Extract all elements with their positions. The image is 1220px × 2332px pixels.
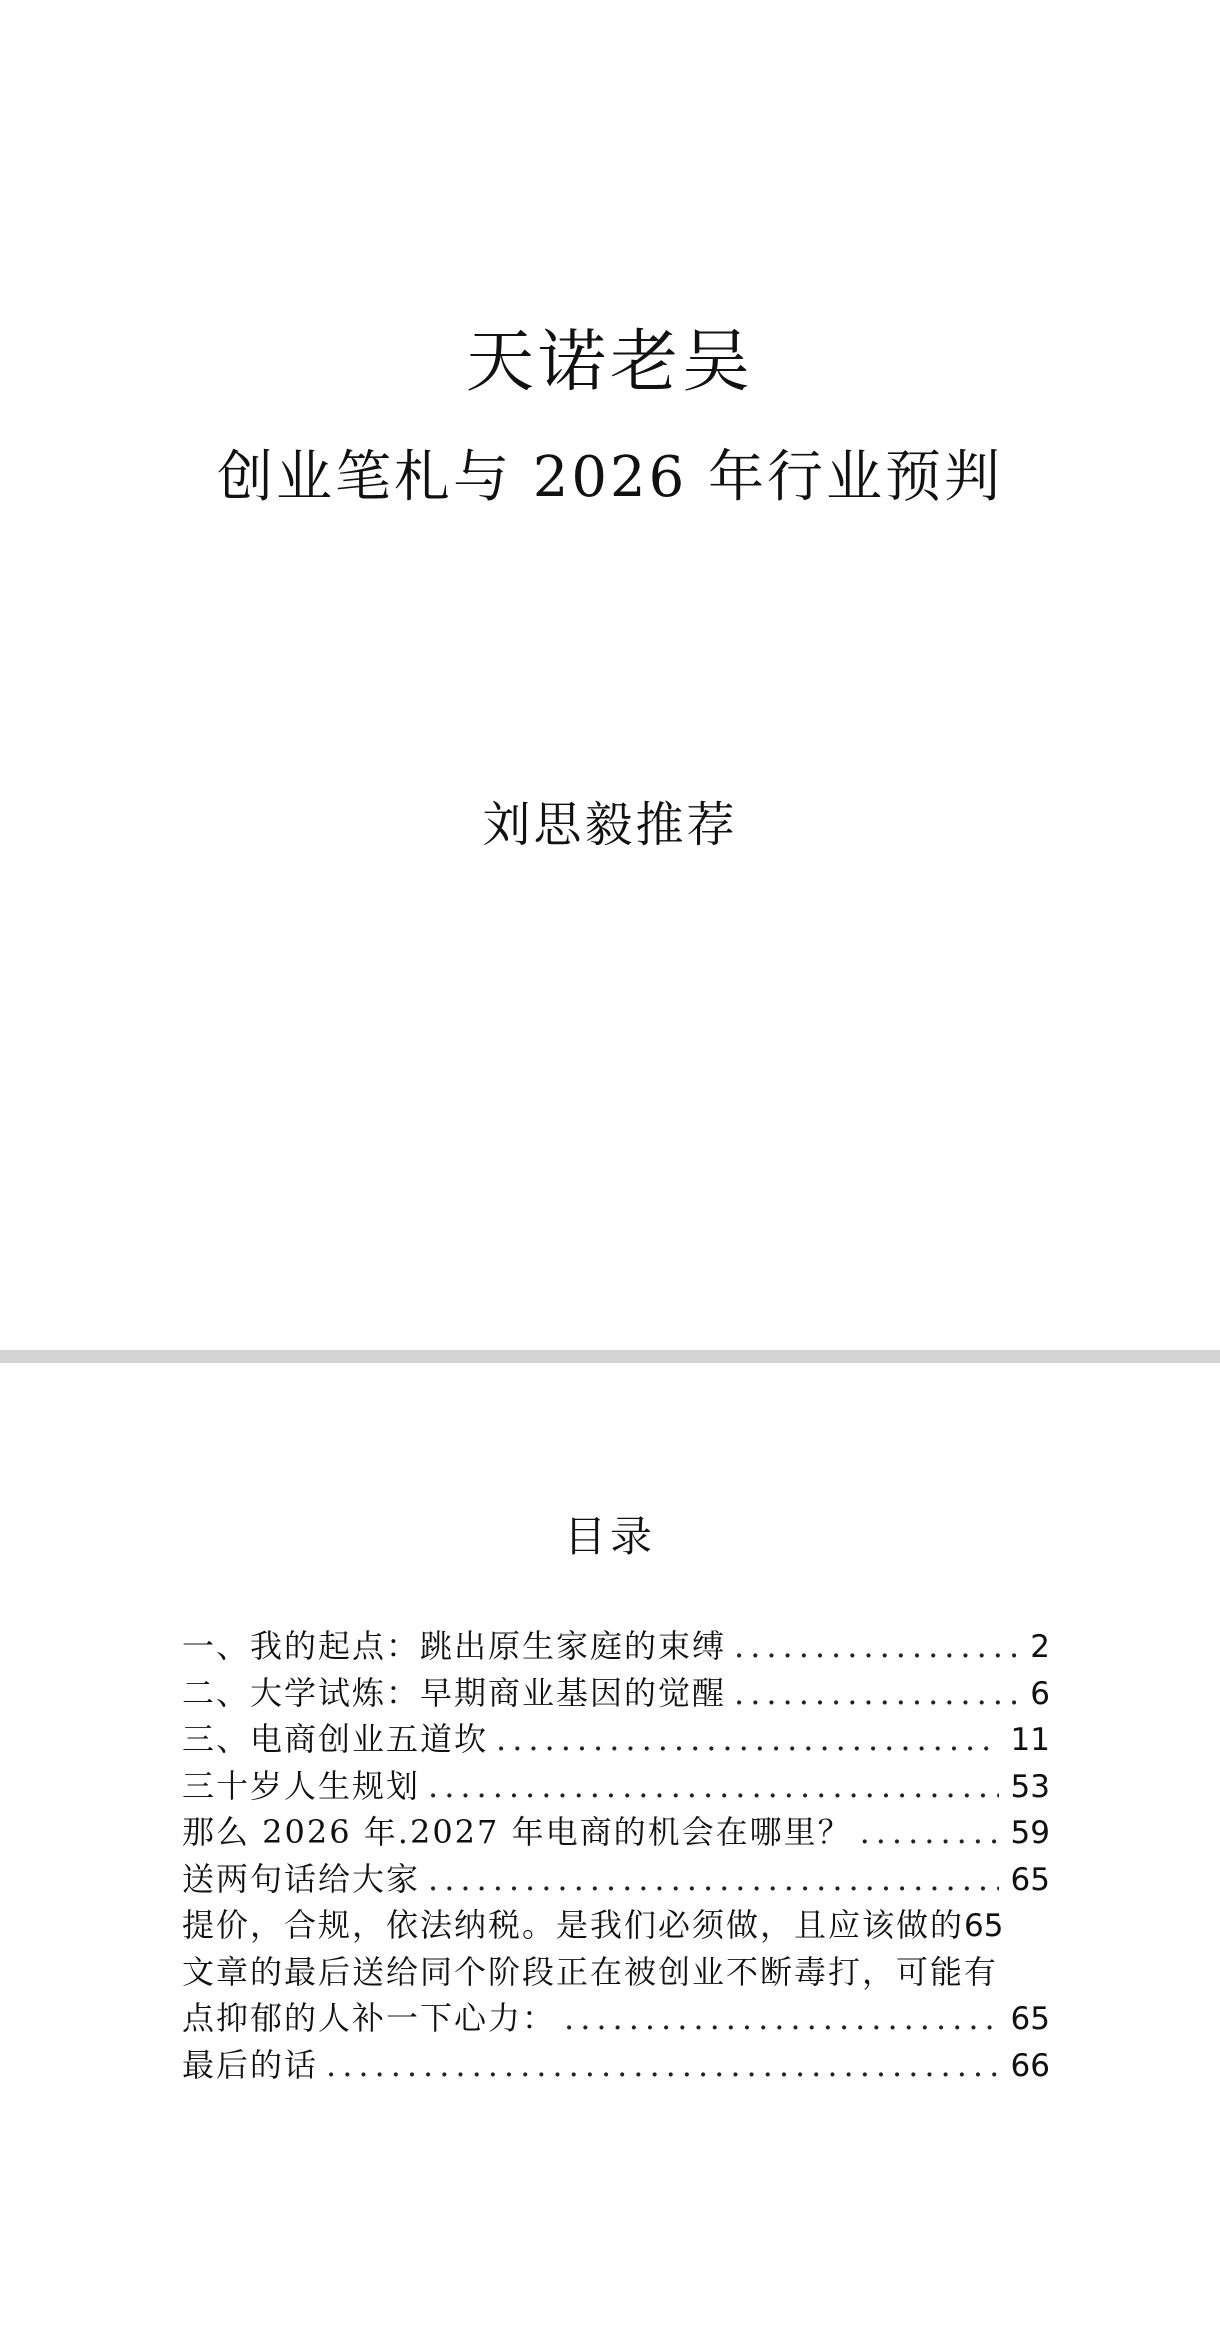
toc-entry-page: 11 xyxy=(1010,1722,1050,1758)
toc-heading: 目录 xyxy=(563,1512,656,1561)
toc-leader-dots xyxy=(734,1623,1016,1670)
toc-entry[interactable] xyxy=(182,1856,1052,1903)
toc-entry[interactable] xyxy=(182,2042,1052,2089)
toc-entry-page: 53 xyxy=(1010,1768,1050,1805)
toc-leader-dots xyxy=(564,1995,999,2042)
toc-list xyxy=(182,1623,1052,2088)
toc-entry-title: 三十岁人生规划 xyxy=(182,1766,421,1805)
cover-subtitle: 创业笔札与 2026 年行业预判 xyxy=(216,445,1004,510)
toc-entry[interactable] xyxy=(182,1902,1052,1949)
toc-entry-title: 送两句话给大家 xyxy=(182,1859,421,1898)
toc-leader-dots xyxy=(428,1763,999,1810)
toc-entry-page: 65 xyxy=(1010,1861,1050,1898)
toc-entry-page: 66 xyxy=(1010,2047,1050,2084)
toc-entry-wrapped-line[interactable] xyxy=(182,1949,1052,1996)
toc-entry-title: 最后的话 xyxy=(182,2045,319,2084)
toc-entry[interactable] xyxy=(182,1995,1052,2042)
toc-entry[interactable] xyxy=(182,1623,1052,1670)
toc-entry-page: 65 xyxy=(964,1908,1004,1944)
toc-entry-title-line2: 点抑郁的人补一下心力： xyxy=(182,1999,557,2037)
toc-entry-title-line1: 文章的最后送给同个阶段正在被创业不断毒打，可能有 xyxy=(182,1952,999,1991)
cover-recommendation: 刘思毅推荐 xyxy=(482,797,738,853)
toc-leader-dots xyxy=(326,2042,999,2089)
toc-entry-title: 二、大学试炼：早期商业基因的觉醒 xyxy=(182,1673,727,1712)
toc-entry[interactable] xyxy=(182,1763,1052,1810)
toc-entry-page: 2 xyxy=(1030,1629,1050,1665)
cover-title: 天诺老吴 xyxy=(465,323,754,402)
toc-entry-page: 65 xyxy=(1010,2001,1050,2037)
toc-entry-page: 6 xyxy=(1030,1675,1050,1712)
toc-entry-title: 那么 2026 年.2027 年电商的机会在哪里？ xyxy=(182,1813,852,1851)
toc-entry-title: 提价，合规，依法纳税。是我们必须做，且应该做的 xyxy=(182,1906,965,1944)
toc-entry-title: 一、我的起点：跳出原生家庭的束缚 xyxy=(182,1627,727,1665)
table-of-contents-page xyxy=(0,1363,1220,2332)
toc-entry[interactable] xyxy=(182,1670,1052,1717)
page-divider xyxy=(0,1350,1220,1363)
toc-leader-dots xyxy=(428,1856,999,1903)
toc-entry-page: 59 xyxy=(1010,1815,1050,1851)
toc-entry-title: 三、电商创业五道坎 xyxy=(182,1720,489,1758)
toc-entry[interactable] xyxy=(182,1716,1052,1763)
toc-leader-dots xyxy=(860,1809,999,1856)
toc-entry[interactable] xyxy=(182,1809,1052,1856)
toc-leader-dots xyxy=(496,1716,999,1763)
toc-leader-dots xyxy=(734,1670,1016,1717)
